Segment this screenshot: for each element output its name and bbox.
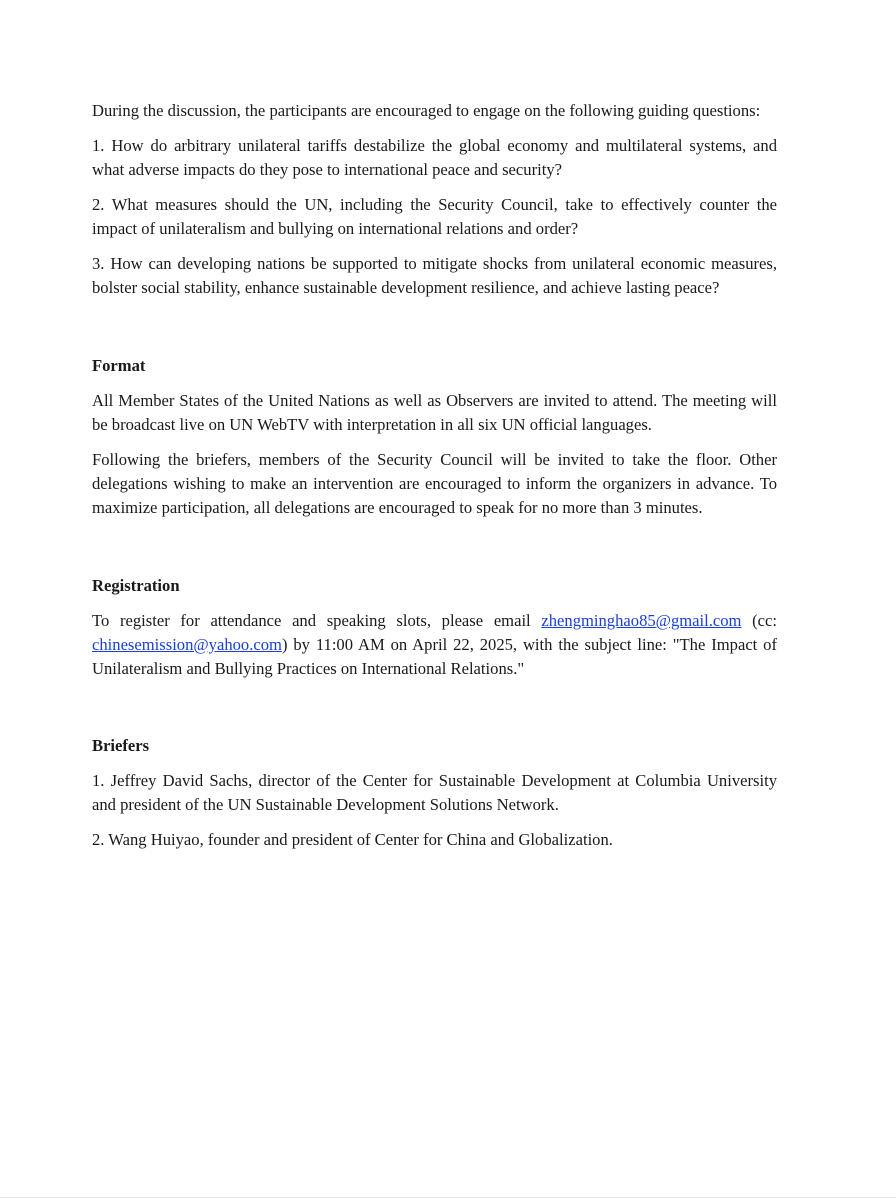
question-3: 3. How can developing nations be supported to mitigate shocks from unilateral economic measures, bolster social stability, enhance sustainable development resilience, and achieve lasting peace? xyxy=(92,254,777,297)
registration-text-after: ) by 11:00 AM on April 22, 2025, with the subject line: "The Impact of Unilateralism and Bullying Practices on International Relations." xyxy=(92,635,777,678)
document-page xyxy=(92,99,777,863)
section-spacer xyxy=(92,311,777,354)
primary-email-link[interactable]: zhengminghao85@gmail.com xyxy=(541,611,742,630)
registration-heading: Registration xyxy=(92,576,180,595)
cc-email-link[interactable]: chinesemission@yahoo.com xyxy=(92,635,282,654)
format-paragraph-1: All Member States of the United Nations as well as Observers are invited to attend. The meeting will be broadcast live on UN WebTV with interpretation in all six UN official languages. xyxy=(92,391,777,434)
format-heading: Format xyxy=(92,356,146,375)
registration-paragraph xyxy=(92,609,777,681)
briefers-heading: Briefers xyxy=(92,736,150,755)
page-bottom-divider xyxy=(0,1197,896,1198)
section-spacer xyxy=(92,692,777,734)
question-2: 2. What measures should the UN, including the Security Council, take to effectively counter the impact of unilateralism and bullying on international relations and order? xyxy=(92,195,777,238)
briefer-1: 1. Jeffrey David Sachs, director of the Center for Sustainable Development at Columbia University and president of the UN Sustainable Development Solutions Network. xyxy=(92,771,777,814)
intro-paragraph: During the discussion, the participants are encouraged to engage on the following guiding questions: xyxy=(92,101,761,120)
format-paragraph-2: Following the briefers, members of the Security Council will be invited to take the floor. Other delegations wishing to make an intervention are encouraged to inform the organizers in advance. To maximize participation, all delegations are encouraged to speak for no more than 3 minutes. xyxy=(92,450,777,517)
question-1: 1. How do arbitrary unilateral tariffs destabilize the global economy and multilateral systems, and what adverse impacts do they pose to international peace and security? xyxy=(92,136,777,179)
briefer-2: 2. Wang Huiyao, founder and president of Center for China and Globalization. xyxy=(92,830,613,849)
section-spacer xyxy=(92,531,777,574)
registration-text-cc: (cc: xyxy=(741,611,778,630)
registration-text-before: To register for attendance and speaking slots, please email xyxy=(92,611,542,630)
